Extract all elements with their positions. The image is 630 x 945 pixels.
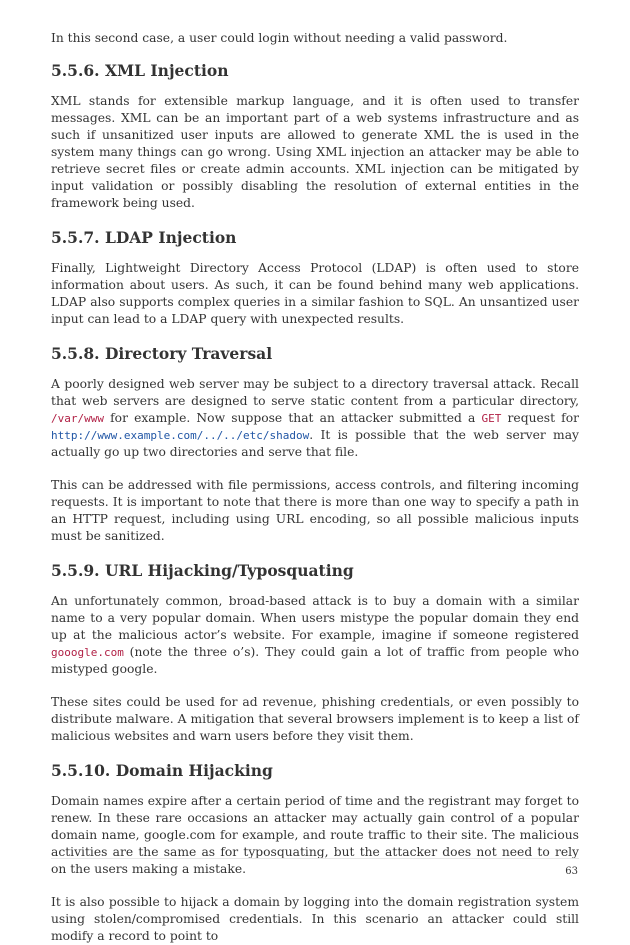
ldap-paragraph: Finally, Lightweight Directory Access Protocol (LDAP) is often used to store information about users. As such, it can be found behind many web applications. LDAP also supports complex queries in a similar fashion to SQL. An unsantized user input can lead to a LDAP query with unexpected results. <box>51 261 579 326</box>
domain-hijacking-paragraph-1: Domain names expire after a certain period of time and the registrant may forget to renew. In these rare occasions an attacker may actually gain control of a popular domain name, google.com for example, and route traffic to their site. The malicious activities are the same as for typosquating, but the attacker does not need to rely on the users making a mistake. <box>51 794 579 876</box>
inline-code-gooogle: gooogle.com <box>51 646 124 659</box>
url-hijacking-paragraph-1 <box>51 593 579 678</box>
xml-paragraph: XML stands for extensible markup language, and it is often used to transfer messages. XML can be an important part of a web systems infrastructure and as such if unsanitized user inputs are allowed to generate XML the is used in the system many things can go wrong. Using XML injection an attacker may be able to retrieve secret files or create admin accounts. XML injection can be mitigated by input validation or possibly disabling the resolution of external entities in the framework being used. <box>51 94 579 210</box>
text-run: request for <box>501 411 579 425</box>
text-run: An unfortunately common, broad-based attack is to buy a domain with a similar name to a very popular domain. When users mistype the popular domain they end up at the malicious actor’s website. For example, imagine if someone registered <box>51 594 579 642</box>
footer-divider <box>51 858 579 859</box>
heading-ldap-injection: 5.5.7. LDAP Injection <box>51 228 237 247</box>
heading-url-hijacking: 5.5.9. URL Hijacking/Typosquating <box>51 561 354 580</box>
domain-hijacking-paragraph-2: It is also possible to hijack a domain by logging into the domain registration system using stolen/compromised credentials. In this scenario an attacker could still modify a record to point to <box>51 895 579 943</box>
page-number: 63 <box>565 866 578 877</box>
directory-traversal-paragraph-1 <box>51 376 579 461</box>
inline-code-var-www: /var/www <box>51 412 104 425</box>
heading-directory-traversal: 5.5.8. Directory Traversal <box>51 344 273 363</box>
text-run: A poorly designed web server may be subject to a directory traversal attack. Recall that web servers are designed to serve static content from a particular directory, <box>51 377 579 408</box>
intro-paragraph: In this second case, a user could login without needing a valid password. <box>51 31 508 45</box>
url-hijacking-paragraph-2: These sites could be used for ad revenue, phishing credentials, or even possibly to distribute malware. A mitigation that several browsers implement is to keep a list of malicious websites and warn users before they visit them. <box>51 695 579 743</box>
page-content <box>51 30 579 945</box>
text-run: . It is possible that the web server may actually go up two directories and serve that file. <box>51 428 579 459</box>
heading-xml-injection: 5.5.6. XML Injection <box>51 61 229 80</box>
text-run: for example. Now suppose that an attacker submitted a <box>103 411 482 425</box>
text-run: (note the three o’s). They could gain a lot of traffic from people who mistyped google. <box>51 645 579 676</box>
heading-domain-hijacking: 5.5.10. Domain Hijacking <box>51 761 273 780</box>
inline-code-get: GET <box>481 412 502 425</box>
directory-traversal-paragraph-2: This can be addressed with file permissions, access controls, and filtering incoming requests. It is important to note that there is more than one way to specify a path in an HTTP request, including using URL encoding, so all possible malicious inputs must be sanitized. <box>51 478 579 543</box>
inline-code-url: http://www.example.com/../../etc/shadow <box>51 429 310 442</box>
